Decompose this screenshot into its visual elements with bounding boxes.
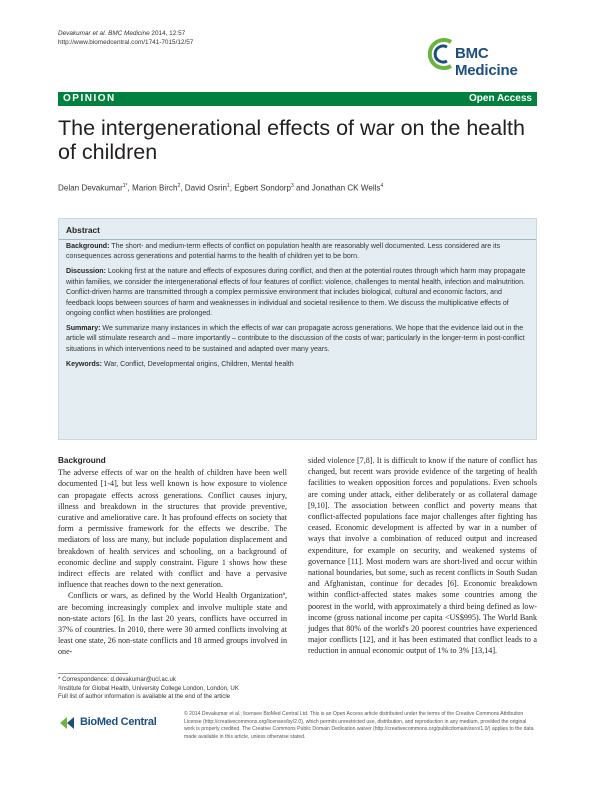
logo-arc-icon <box>425 36 455 72</box>
citation-url[interactable]: http://www.biomedcentral.com/1741-7015/12/57 <box>58 39 194 46</box>
biomed-central-text: BioMed Central <box>80 716 157 728</box>
biomed-central-icon <box>58 715 80 731</box>
body-column-left <box>58 455 287 658</box>
abstract-summary: Summary: We summarize many instances in which the effects of war can propagate across generations. We hope that the evidence laid out in the article will stimulate research and – more importantly – contribute to the discussion of the costs of war; particularly in the longer-term in post-conflict situations in which interventions need to be sustained and adapted over many years. <box>66 325 525 353</box>
author-info-footnote: Full list of author information is available at the end of the article <box>58 693 231 701</box>
abstract-heading: Abstract <box>66 225 100 235</box>
abstract-discussion: Discussion: Looking first at the nature and effects of exposures during conflict, and then at the potential routes through which harm may propagate within families, we consider the intergenerational effects of four features of conflict: violence, challenges to mental health, infection and malnutrition. Conflict-driven harms are transmitted through a complex permissive environment that includes biological, cultural and economic factors, and feedback loops between sources of harm and weaknesses in individual and societal resilience to them. We discuss the multiplicative effects of ongoing conflict when hostilities are prolonged. <box>66 268 526 318</box>
footnote-rule <box>58 673 128 674</box>
abstract-divider <box>59 239 536 240</box>
body-paragraph-1: The adverse effects of war on the health of children have been well documented [1-4], but less well known is how exposure to violence can propagate effects across generations. Conflict causes injury, illness and breakdown in the structures that provide preventive, curative and ameliorative care. It has profound effects on society that form a permissive framework for the effects we describe. The mediators of loss are many, but include population displacement and breakdown of health services and schooling, on a background of economic decline and supply constraint. Figure 1 shows how these indirect effects are related with conflict and have a pervasive influence that reaches down to the next generation. <box>58 468 287 590</box>
biomed-central-logo <box>58 713 173 733</box>
open-access-label: Open Access <box>469 93 532 104</box>
author-list: Delan Devakumar$^{1*}$, Marion Birch$^2$, David Osrin$^1$, Egbert Sondorp$^3$ and Jonathan CK Wells$^4$ <box>58 183 384 193</box>
abstract-background: Background: The short- and medium-term effects of conflict on population health are reasonably well documented. Less considered are its consequences across generations and potential harms to the health of children yet to be born. <box>66 243 501 261</box>
body-paragraph-2: Conflicts or wars, as defined by the World Health Organizationª, are becoming increasingly complex and involve multiple state and non-state actors [6]. In the last 20 years, conflicts have occurred in 37% of countries. In 2010, there were 30 armed conflicts involving at least one state, 26 non-state conflicts and 18 armed groups involved in one- <box>58 591 287 657</box>
body-paragraph-3: sided violence [7,8]. It is difficult to know if the nature of conflict has changed, but recent wars provide evidence of the targeting of health facilities to weaken opposition forces and populations. Even schools are coming under attack, either deliberately or as collateral damage [9,10]. The association between conflict and poverty means that conflict-affected populations face major challenges after fighting has ceased. Economic development is affected by war in a number of ways that involve a combination of reduced output and increased expenditure, for example on security, and weakened systems of governance [11]. Most modern wars are short-lived and occur within national boundaries, but some, such as recent conflicts in South Sudan and Afghanistan, continue for decades [6]. Economic breakdown within conflict-affected states makes some countries among the poorest in the world, with approximately a third being defined as low-income (gross national income per capita <US$995). The World Bank judges that 80% of the world's 20 poorest countries have experienced major conflicts [12], and it has been estimated that conflict leads to a reduction in annual economic output of 1% to 3% [13,14]. <box>308 456 537 656</box>
citation <box>58 29 193 47</box>
article-type-bar <box>58 92 537 106</box>
abstract-box <box>58 218 537 440</box>
body-column-right <box>308 455 537 657</box>
license-text: © 2014 Devakumar et al.; licensee BioMed Central Ltd. This is an Open Access article distributed under the terms of the Creative Commons Attribution License (http://creativecommons.org/licenses/by/2.0), which permits unrestricted use, distribution, and reproduction in any medium, provided the original work is properly credited. The Creative Commons Public Domain Dedication waiver (http://creativecommons.org/publicdomain/zero/1.0/) applies to the data made available in this article, unless otherwise stated. <box>184 711 534 740</box>
logo-text: BMC Medicine <box>455 45 518 79</box>
correspondence-footnote[interactable]: * Correspondence: d.devakumar@ucl.ac.uk <box>58 676 176 683</box>
bmc-medicine-logo <box>425 36 540 79</box>
article-type-label: OPINION <box>63 93 116 104</box>
citation-line-1: Devakumar et al. BMC Medicine 2014, 12:57 <box>58 30 186 37</box>
affiliation-footnote: ¹Institute for Global Health, University College London, London, UK <box>58 684 239 692</box>
section-heading: Background <box>58 456 106 465</box>
footnotes <box>58 676 239 702</box>
abstract-keywords: Keywords: War, Conflict, Developmental origins, Children, Mental health <box>66 360 294 368</box>
article-title: The intergenerational effects of war on the health of children <box>58 116 525 164</box>
abstract-body <box>66 242 531 375</box>
